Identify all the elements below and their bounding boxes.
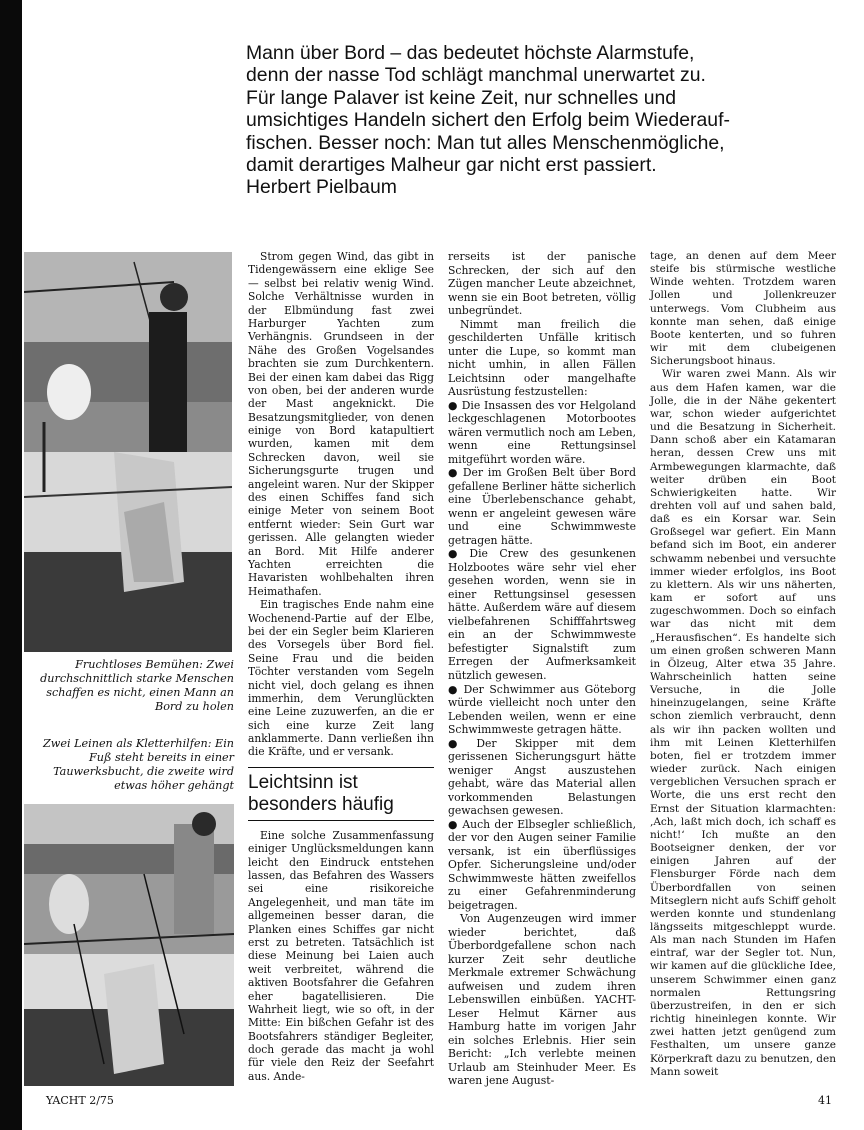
photo-caption: Fruchtloses Bemühen: Zwei durchschnittlich starke Menschen schaffen es nicht, einen Mann an Bord zu holen xyxy=(40,658,234,713)
text-column-3 xyxy=(650,250,836,1079)
page-number: 41 xyxy=(818,1094,832,1107)
photo-rescue-attempt xyxy=(24,252,232,652)
bullet-item: ● Die Insassen des vor Helgoland leckgeschlagenen Motorbootes wären vermutlich noch am Leben, wenn eine Rettungsinsel mitgeführt worden wäre. xyxy=(448,399,636,467)
section-headline: Leichtsinn ist besonders häufig xyxy=(248,767,434,821)
footer-magazine-issue: YACHT 2/75 xyxy=(46,1094,114,1107)
paragraph: Von Augenzeugen wird immer wieder berichtet, daß Überbordgefallene schon nach kurzer Zeit sehr deutliche Merkmale extremer Schwächung aufweisen und zudem ihren Lebenswillen einbüßen. YACHT-Leser Helmut Kärner aus Hamburg hatte im vorigen Jahr ein solches Erlebnis. Hier sein Bericht: „Ich verlebte meinen Urlaub am Steinhuder Meer. Es waren jene August- xyxy=(448,912,636,1088)
author-name: Herbert Pielbaum xyxy=(246,176,397,199)
bullet-item: ● Der Schwimmer aus Göteborg würde vielleicht noch unter den Lebenden weilen, wenn er eine Schwimmweste getragen hätte. xyxy=(448,683,636,737)
paragraph: Nimmt man freilich die geschilderten Unfälle kritisch unter die Lupe, so kommt man nicht umhin, in allen Fällen Leichtsinn oder mangelhafte Ausrüstung festzustellen: xyxy=(448,317,636,399)
lead-line: Für lange Palaver ist keine Zeit, nur schnelles und xyxy=(246,86,677,109)
paragraph: Strom gegen Wind, das gibt in Tidengewässern eine eklige See — selbst bei relativ wenig Wind. Solche Verhältnisse wurden in der Elbmündung fast zwei Harburger Yachten zum Verhängnis. Grundseen in der Nähe des Großen Vogelsandes brachten sie zum Durchkentern. Bei der einen kam dabei das Rigg von oben, bei der anderen wurde der Mast angeknickt. Die Besatzungsmitglieder, von denen einige von Bord katapultiert wurden, kamen mit dem Schrecken davon, weil sie Sicherungsgurte trugen und angeleint waren. Nur der Skipper des einen Schiffes fand sich einige Meter von seinem Boot entfernt wieder: Sein Gurt war gerissen. Alle gelangten wieder an Bord. Mit Hilfe anderer Yachten erreichten die Havaristen wohlbehalten ihren Heimathafen. xyxy=(248,250,434,598)
photo-climbing-lines xyxy=(24,804,234,1086)
text-column-1 xyxy=(248,250,434,1083)
paragraph: Wir waren zwei Mann. Als wir aus dem Hafen kamen, war die Jolle, die in der Nähe gekentert war, schon wieder aufgerichtet und die Besatzung in Sicherheit. Dann schoß aber ein Katamaran heran, dessen Crew uns mit Armbewegungen klarmachte, daß weiter drüben ein Boot Schwierigkeiten hatte. Wir drehten voll auf und sahen bald, daß es ein Korsar war. Sein Großsegel war gefiert. Ein Mann befand sich im Boot, ein anderer schwamm nebenbei und versuchte immer wieder erfolglos, ins Boot zu klettern. Als wir uns näherten, kam er sofort auf uns zugeschwommen. Doch so einfach war das nicht mit dem „Herausfischen“. Es handelte sich um einen großen schweren Mann in Ölzeug, Alter etwa 35 Jahre. Wahrscheinlich hatten seine Versuche, in die Jolle hineinzugelangen, seine Kräfte schon ziemlich verbraucht, denn als wir ihn packen wollten und ihm mit Leinen Kletterhilfen boten, fiel er trotzdem immer wieder zurück. Nach einigen vergeblichen Versuchen sprach er Worte, die uns erst recht den Ernst der Situation klarmachten: ‚Ach, laßt mich doch, ich schaff es nicht!‘ Ich mußte an den Bootseigner denken, der vor einigen Jahren auf der Flensburger Förde nach dem Überbordfallen von seinen Mitseglern nicht aufs Schiff geholt werden konnte und stundenlang längsseits mitgeschleppt wurde. Als man nach Stunden im Hafen eintraf, war der Segler tot. Nun, wir kamen auf die glückliche Idee, unserem Schwimmer einen ganz normalen Rettungsring überzustreifen, in den er sich richtig hineinlegen konnte. Wir zwei hatten jetzt genügend zum Festhalten, um unsere ganze Körperkraft dazu zu benutzen, den Mann soweit xyxy=(650,368,836,1078)
bullet-item: ● Die Crew des gesunkenen Holzbootes wäre sehr viel eher gesehen worden, wenn sie in einer Rettungsinsel gesessen hätte. Außerdem wäre auf diesem vielbefahrenen Schifffahrtsweg ein an der Schwimmweste befestigter Signalstift zum Erregen der Aufmerksamkeit nützlich gewesen. xyxy=(448,547,636,682)
bullet-item: ● Der im Großen Belt über Bord gefallene Berliner hätte sicherlich eine Überlebenschance gehabt, wenn er angeleint gewesen wäre und eine Schwimmweste getragen hätte. xyxy=(448,466,636,547)
lead-line: umsichtiges Handeln sichert den Erfolg beim Wiederauf- xyxy=(246,109,730,132)
paragraph: tage, an denen auf dem Meer steife bis stürmische westliche Winde wehten. Trotzdem waren Jollen und Jollenkreuzer unterwegs. Vom Clubheim aus konnte man sehen, daß einige Boote kenterten, und so fuhren wir mit dem clubeigenen Sicherungsboot hinaus. xyxy=(650,250,836,368)
lead-line: fischen. Besser noch: Man tut alles Menschenmögliche, xyxy=(246,131,725,154)
lead-line: Mann über Bord – das bedeutet höchste Alarmstufe, xyxy=(246,42,695,64)
article-lead xyxy=(246,42,846,199)
page-edge-bar xyxy=(0,0,22,1130)
paragraph: rerseits ist der panische Schrecken, der sich auf den Zügen mancher Leute abzeichnet, wenn sie ein Boot betreten, völlig unbegründet. xyxy=(448,250,636,318)
photo-caption: Zwei Leinen als Kletterhilfen: Ein Fuß steht bereits in einer Tauwerksbucht, die zweite wird etwas höher gehängt xyxy=(43,737,234,792)
paragraph: Eine solche Zusammenfassung einiger Unglücksmeldungen kann leicht den Eindruck entstehen lassen, das Befahren des Wassers sei eine risikoreiche Angelegenheit, und man täte im allgemeinen besser daran, die Planken eines Schiffes gar nicht erst zu betreten. Tatsächlich ist diese Meinung bei Laien auch weit verbreitet, während die aktiven Bootsfahrer die Gefahren eher bagatellisieren. Die Wahrheit liegt, wie so oft, in der Mitte: Ein bißchen Gefahr ist des Bootsfahrers ständiger Begleiter, doch gerade das macht ja wohl für viele den Reiz der Seefahrt aus. Ande- xyxy=(248,828,434,1083)
lead-line: denn der nasse Tod schlägt manchmal unerwartet zu. xyxy=(246,64,706,87)
text-column-2 xyxy=(448,250,636,1088)
lead-line: damit derartiges Malheur gar nicht erst passiert. xyxy=(246,154,657,177)
paragraph: Ein tragisches Ende nahm eine Wochenend-Partie auf der Elbe, bei der ein Segler beim Klarieren des Vorsegels über Bord fiel. Seine Frau und die beiden Töchter verstanden vom Segeln nicht viel, doch gelang es ihnen immerhin, dem Verunglückten eine Leine zuzuwerfen, an die er sich eine kurze Zeit lang anklammerte. Dann verließen ihn die Kräfte, und er versank. xyxy=(248,598,434,759)
bullet-item: ● Auch der Elbsegler schließlich, der vor den Augen seiner Familie versank, ist ein überflüssiges Opfer. Sicherungsleine und/oder Schwimmweste hätten zweifellos zu einer Gefahrenminderung beigetragen. xyxy=(448,818,636,913)
bullet-item: ● Der Skipper mit dem gerissenen Sicherungsgurt hätte weniger Angst auszustehen gehabt, wäre das Material allen vorkommenden Belastungen gewachsen gewesen. xyxy=(448,737,636,818)
